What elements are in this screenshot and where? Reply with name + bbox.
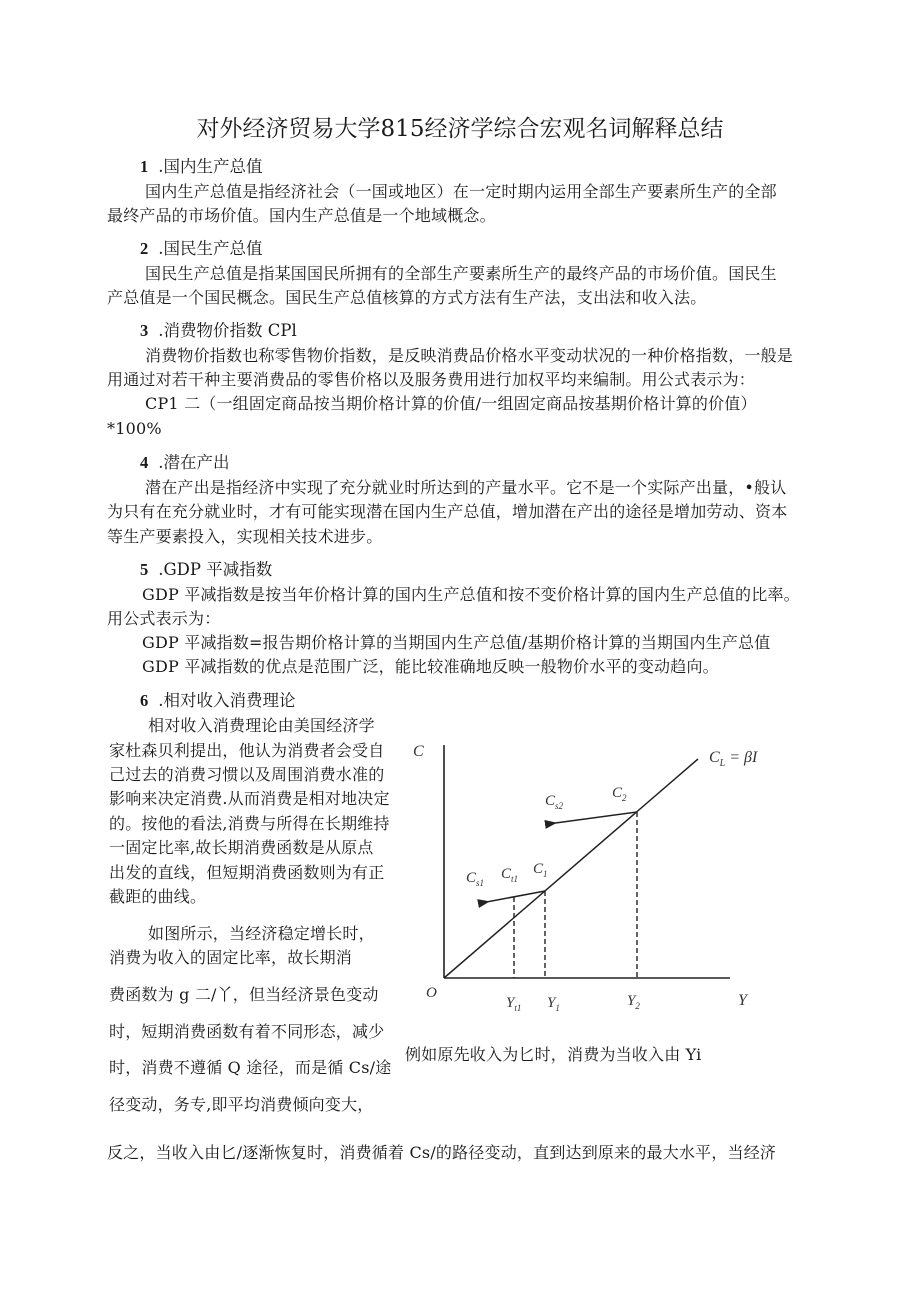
section-heading-4: 4 .潜在产出 <box>140 453 230 472</box>
formula-line: GDP 平减指数=报告期价格计算的当期国内生产总值/基期价格计算的当期国内生产总值 <box>142 633 771 652</box>
paragraph-line: GDP 平减指数是按当年价格计算的国内生产总值和按不变价格计算的国内生产总值的比率。 <box>142 585 800 604</box>
short-run-cs1-arrow <box>481 891 545 903</box>
paragraph-line: 国民生产总值是指某国国民所拥有的全部生产要素所生产的最终产品的市场价值。国民生 <box>145 264 777 283</box>
yt1-label: $Y_{t1}$ <box>506 995 522 1013</box>
paragraph-line: 消费物价指数也称零售物价指数，是反映消费品价格水平变动状况的一种价格指数，一般是 <box>145 346 794 365</box>
c2-label: $C_2$ <box>612 785 627 803</box>
paragraph-line: 家杜森贝利提出，他认为消费者会受自 <box>109 741 385 760</box>
formula-line: CP1 二（一组固定商品按当期价格计算的价值/一组固定商品按基期价格计算的价值） <box>145 394 757 413</box>
paragraph-line: 潜在产出是指经济中实现了充分就业时所达到的产量水平。它不是一个实际产出量，•般认 <box>145 478 787 497</box>
section-heading-1: 1 .国内生产总值 <box>140 157 263 176</box>
section-heading-5: 5 .GDP 平减指数 <box>140 560 273 579</box>
section-heading-2: 2 .国民生产总值 <box>140 239 263 258</box>
y2-label: $Y_2$ <box>627 993 640 1011</box>
ct1-label: $C_{t1}$ <box>501 866 519 884</box>
y-axis-label: C <box>413 743 424 760</box>
paragraph-line: 时，短期消费函数有着不同形态，减少 <box>109 1022 385 1041</box>
origin-label: O <box>426 985 437 1001</box>
paragraph-line: 用通过对若干种主要消费品的零售价格以及服务费用进行加权平均来编制。用公式表示为： <box>107 370 756 389</box>
paragraph-line: 如图所示，当经济稳定增长时， <box>148 924 375 943</box>
paragraph-line: 最终产品的市场价值。国内生产总值是一个地域概念。 <box>107 206 496 225</box>
paragraph-line: 己过去的消费习惯以及周围消费水准的 <box>109 765 385 784</box>
x-axis-label: Y <box>738 992 747 1009</box>
paragraph-line: 产总值是一个国民概念。国民生产总值核算的方式方法有生产法，支出法和收入法。 <box>107 288 707 307</box>
paragraph-line: 消费为收入的固定比率，故长期消 <box>109 948 353 967</box>
c1-label: $C_1$ <box>533 861 548 879</box>
paragraph-line: 用公式表示为： <box>107 609 221 628</box>
paragraph-line: GDP 平减指数的优点是范围广泛，能比较准确地反映一般物价水平的变动趋向。 <box>142 657 719 676</box>
formula-line: *100% <box>107 419 162 438</box>
section-heading-3: 3 .消费物价指数 CPl <box>140 321 297 340</box>
paragraph-line: 影响来决定消费.从而消费是相对地决定 <box>109 789 390 808</box>
figure-caption: 例如原先收入为匕时，消费为当收入由 Yi <box>405 1045 702 1064</box>
cs2-label: $C_{s2}$ <box>545 793 564 811</box>
paragraph-line: 费函数为 g 二/丫，但当经济景色变动 <box>109 985 379 1004</box>
paragraph-line: 出发的直线，但短期消费函数则为有正 <box>109 863 385 882</box>
y1-label: $Y_1$ <box>547 995 560 1013</box>
long-run-consumption-line <box>444 759 698 978</box>
paragraph-line: 反之，当收入由匕/逐渐恢复时，消费循着 Cs/的路径变动，直到达到原来的最大水平，当经济 <box>107 1143 777 1162</box>
paragraph-line: 等生产要素投入，实现相关技术进步。 <box>107 527 383 546</box>
paragraph-line: 时，消费不遵循 Q 途径，而是循 Cs/途 <box>109 1058 392 1077</box>
paragraph-line: 的。按他的看法,消费与所得在长期维持 <box>109 814 390 833</box>
long-run-label: $C_L = \beta I$ <box>709 749 758 769</box>
paragraph-line: 为只有在充分就业时，才有可能实现潜在国内生产总值，增加潜在产出的途径是增加劳动、资本 <box>107 502 788 521</box>
paragraph-line: 截距的曲线。 <box>109 887 207 906</box>
document-title: 对外经济贸易大学815经济学综合宏观名词解释总结 <box>196 116 724 142</box>
paragraph-line: 相对收入消费理论由美国经济学 <box>148 716 375 735</box>
cs1-label: $C_{s1}$ <box>466 870 485 888</box>
paragraph-line: 一固定比率,故长期消费函数是从原点 <box>109 838 374 857</box>
section-heading-6: 6 .相对收入消费理论 <box>140 691 296 710</box>
paragraph-line: 国内生产总值是指经济社会（一国或地区）在一定时期内运用全部生产要素所生产的全部 <box>145 182 777 201</box>
paragraph-line: 径变动，务专,即平均消费倾向变大， <box>109 1095 374 1114</box>
